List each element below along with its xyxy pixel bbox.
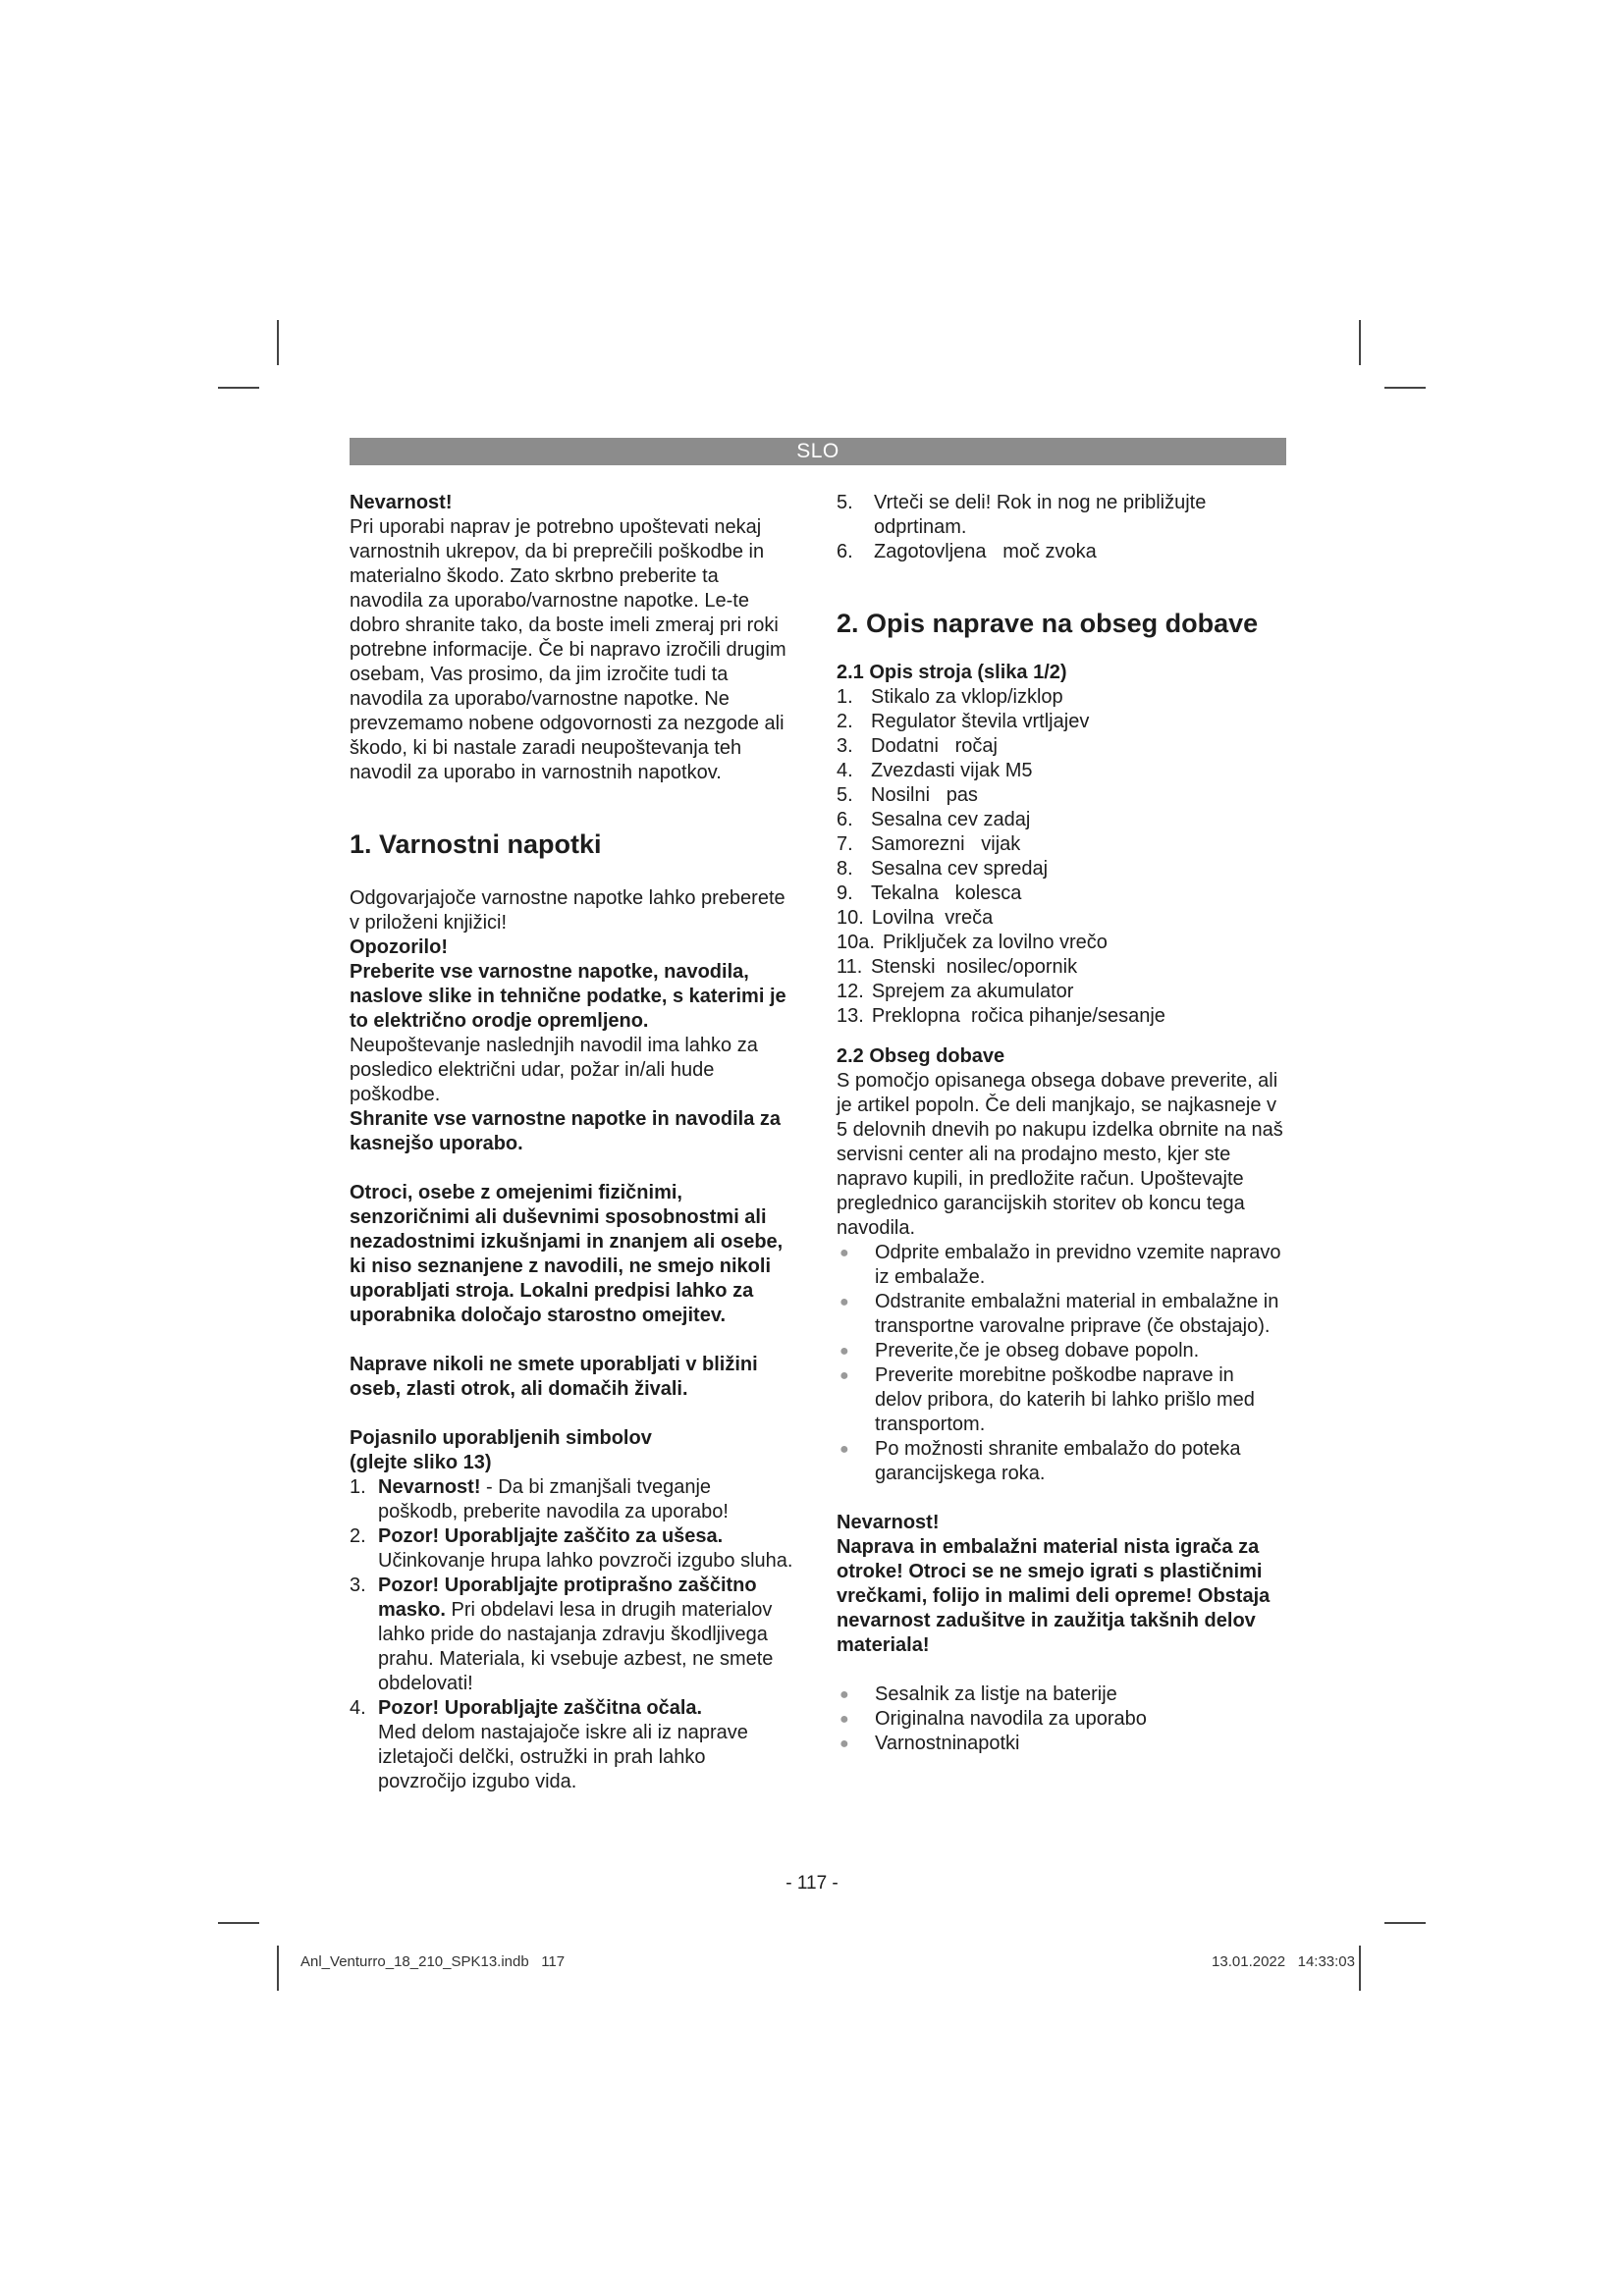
item-text: Po možnosti shranite embalažo do poteka garancijskega roka. <box>875 1438 1241 1484</box>
print-datetime: 13.01.2022 14:33:03 <box>1212 1953 1355 1970</box>
subsection21-title: 2.1 Opis stroja (slika 1/2) <box>837 662 1067 683</box>
item-text: Priključek za lovilno vrečo <box>882 932 1108 953</box>
item-number: 5. <box>837 492 853 513</box>
warning-bold-text: Preberite vse varnostne napotke, navodila, naslove slike in tehnične podatke, s katerimi je to električno orodje opremljeno. <box>350 961 786 1032</box>
list-item <box>837 491 1286 540</box>
list-item <box>837 540 1286 564</box>
bullet-icon: ● <box>839 1711 849 1728</box>
list-item <box>837 1732 1286 1756</box>
section2-title: 2. Opis naprave na obseg dobave <box>837 609 1259 638</box>
crop-mark-bottom-right-horizontal <box>1384 1922 1426 1924</box>
item-number: 9. <box>837 882 853 904</box>
symbols-heading: Pojasnilo uporabljenih simbolov <box>350 1427 652 1449</box>
never-use-near-text: Naprave nikoli ne smete uporabljati v bližini oseb, zlasti otrok, ali domačih živali. <box>350 1354 758 1400</box>
item-text: Sprejem za akumulator <box>871 981 1074 1002</box>
bullet-icon: ● <box>839 1441 849 1458</box>
bullet-icon: ● <box>839 1245 849 1261</box>
bullet-icon: ● <box>839 1735 849 1752</box>
item-text: Preklopna ročica pihanje/sesanje <box>871 1005 1165 1027</box>
bullet-icon: ● <box>839 1294 849 1310</box>
list-item <box>837 1707 1286 1732</box>
danger2-heading: Nevarnost! <box>837 1512 940 1533</box>
list-item <box>837 808 1286 832</box>
symbols-subheading: (glejte sliko 13) <box>350 1452 492 1473</box>
item-text: Sesalna cev spredaj <box>871 858 1049 880</box>
list-item <box>837 832 1286 857</box>
item-bold-text: Nevarnost! <box>378 1476 481 1498</box>
item-text: Dodatni ročaj <box>871 735 998 757</box>
list-item <box>837 1339 1286 1363</box>
list-item <box>837 881 1286 906</box>
item-text: Nosilni pas <box>871 784 978 806</box>
item-number: 10a. <box>837 932 875 953</box>
list-item <box>837 734 1286 759</box>
item-text: Zvezdasti vijak M5 <box>871 760 1033 781</box>
item-text: Odstranite embalažni material in embalažne in transportne varovalne priprave (če obstajajo). <box>875 1291 1279 1337</box>
item-number: 3. <box>837 735 853 757</box>
item-number: 6. <box>837 541 853 562</box>
danger-text: Pri uporabi naprav je potrebno upoštevati nekaj varnostnih ukrepov, da bi preprečili poškodbe in materialno škodo. Zato skrbno preberite ta navodila za uporabo/varnostne napotke. Le-te dobro shranite tako, da boste imeli zmeraj pri roki potrebne informacije. Če bi napravo izročili drugim osebam, Vas prosimo, da jim izročite tudi ta navodila za uporabo/varnostne napotke. Ne prevzemamo nobene odgovornosti za nezgode ali škodo, ki bi nastale zaradi neupoštevanja teh navodil za uporabo in varnostnih napotkov. <box>350 516 786 783</box>
item-text: Odprite embalažo in previdno vzemite napravo iz embalaže. <box>875 1242 1281 1288</box>
item-number: 11. <box>837 956 863 978</box>
unpacking-steps-list <box>837 1241 1286 1486</box>
file-info: Anl_Venturro_18_210_SPK13.indb 117 <box>300 1953 566 1970</box>
item-number: 2. <box>350 1525 366 1547</box>
item-text: - Da bi zmanjšali tveganje poškodb, preberite navodila za uporabo! <box>378 1476 729 1522</box>
crop-mark-top-right-horizontal <box>1384 387 1426 389</box>
item-text: Sesalnik za listje na baterije <box>875 1683 1117 1705</box>
warning-heading: Opozorilo! <box>350 936 448 958</box>
list-item <box>837 1437 1286 1486</box>
item-number: 8. <box>837 858 853 880</box>
item-text: Vrteči se deli! Rok in nog ne približujte odprtinam. <box>874 492 1207 538</box>
delivery-contents-list <box>837 1682 1286 1756</box>
item-number: 10. <box>837 907 864 929</box>
crop-mark-top-right-vertical <box>1359 320 1361 365</box>
bullet-icon: ● <box>839 1367 849 1384</box>
list-item <box>837 1004 1286 1029</box>
item-text: Stikalo za vklop/izklop <box>871 686 1063 708</box>
item-text: Lovilna vreča <box>871 907 994 929</box>
item-text: Preverite,če je obseg dobave popoln. <box>875 1340 1200 1362</box>
section1-title: 1. Varnostni napotki <box>350 829 602 859</box>
item-number: 12. <box>837 981 864 1002</box>
list-item <box>837 955 1286 980</box>
danger2-text: Naprava in embalažni material nista igrača za otroke! Otroci se ne smejo igrati s plastičnimi vrečkami, folijo in malimi deli opreme! Obstaja nevarnost zadušitve in zaužitja takšnih delov materiala! <box>837 1536 1271 1656</box>
right-column <box>837 491 1286 1756</box>
item-text: Sesalna cev zadaj <box>871 809 1031 830</box>
item-text: Originalna navodila za uporabo <box>875 1708 1147 1730</box>
list-item <box>837 710 1286 734</box>
subsection22-title: 2.2 Obseg dobave <box>837 1045 1005 1067</box>
children-warning-text: Otroci, osebe z omejenimi fizičnimi, senzoričnimi ali duševnimi sposobnostmi ali nezadostnimi izkušnjami in znanjem ali osebe, ki niso seznanjene z navodili, ne smejo nikoli uporabljati stroja. Lokalni predpisi lahko za uporabnika določajo starostno omejitev. <box>350 1182 784 1326</box>
list-item <box>837 931 1286 955</box>
item-number: 1. <box>837 686 853 708</box>
list-item <box>350 1524 793 1574</box>
item-bold-text: Pozor! Uporabljajte protiprašno zaščitno masko. <box>378 1575 757 1621</box>
item-bold-text: Pozor! Uporabljajte zaščitna očala. <box>378 1697 703 1719</box>
intro-text: Odgovarjajoče varnostne napotke lahko preberete v priloženi knjižici! <box>350 887 785 934</box>
parts-list <box>837 685 1286 1029</box>
item-text: Samorezni vijak <box>871 833 1021 855</box>
item-text: Zagotovljena moč zvoka <box>874 541 1097 562</box>
page-number: - 117 - <box>785 1873 839 1894</box>
crop-mark-top-left-vertical <box>277 320 279 365</box>
list-item <box>837 980 1286 1004</box>
symbols-list <box>350 1475 793 1794</box>
scope-text: S pomočjo opisanega obsega dobave preverite, ali je artikel popoln. Če deli manjkajo, se najkasneje v 5 delovnih dnevih po nakupu izdelka obrnite na naš servisni center ali na prodajno mesto, kjer ste napravo kupili, in predložite račun. Upoštevajte preglednico garancijskih storitev ob koncu tega navodila. <box>837 1070 1283 1239</box>
item-number: 4. <box>837 760 853 781</box>
item-number: 6. <box>837 809 853 830</box>
item-text: Stenski nosilec/opornik <box>871 956 1078 978</box>
item-text: Pri obdelavi lesa in drugih materialov lahko pride do nastajanja zdravju škodljivega prahu. Materiala, ki vsebuje azbest, ne smete obdelovati! <box>378 1599 774 1694</box>
crop-mark-bottom-left-vertical <box>277 1946 279 1991</box>
item-text: Tekalna kolesca <box>871 882 1022 904</box>
list-item <box>350 1574 793 1696</box>
list-item <box>837 759 1286 783</box>
list-item <box>837 685 1286 710</box>
item-text: Varnostninapotki <box>875 1733 1020 1754</box>
language-header-bar <box>350 438 1286 465</box>
list-item <box>837 1682 1286 1707</box>
list-item <box>837 1363 1286 1437</box>
item-number: 2. <box>837 711 853 732</box>
crop-mark-bottom-right-vertical <box>1359 1946 1361 1991</box>
crop-mark-top-left-horizontal <box>218 387 259 389</box>
list-item <box>837 906 1286 931</box>
item-text: Preverite morebitne poškodbe naprave in delov pribora, do katerih bi lahko prišlo med transportom. <box>875 1364 1255 1435</box>
list-item <box>350 1475 793 1524</box>
danger-heading: Nevarnost! <box>350 492 453 513</box>
item-text: Regulator števila vrtljajev <box>871 711 1090 732</box>
item-number: 4. <box>350 1697 366 1719</box>
item-text: Med delom nastajajoče iskre ali iz naprave izletajoči delčki, ostružki in prah lahko povzročijo izgubo vida. <box>378 1722 748 1792</box>
item-bold-text: Pozor! Uporabljajte zaščito za ušesa. <box>378 1525 724 1547</box>
list-item <box>837 857 1286 881</box>
left-column <box>350 491 793 1794</box>
list-item <box>837 783 1286 808</box>
item-number: 3. <box>350 1575 366 1596</box>
crop-mark-bottom-left-horizontal <box>218 1922 259 1924</box>
item-text: Učinkovanje hrupa lahko povzroči izgubo sluha. <box>378 1550 793 1572</box>
bullet-icon: ● <box>839 1686 849 1703</box>
warning-text: Neupoštevanje naslednjih navodil ima lahko za posledico električni udar, požar in/ali hude poškodbe. <box>350 1035 758 1105</box>
list-item <box>837 1241 1286 1290</box>
bullet-icon: ● <box>839 1343 849 1360</box>
symbols-continued-list <box>837 491 1286 564</box>
item-number: 7. <box>837 833 853 855</box>
list-item <box>350 1696 793 1794</box>
keep-instructions-text: Shranite vse varnostne napotke in navodila za kasnejšo uporabo. <box>350 1108 782 1154</box>
list-item <box>837 1290 1286 1339</box>
item-number: 1. <box>350 1476 366 1498</box>
item-number: 13. <box>837 1005 864 1027</box>
item-number: 5. <box>837 784 853 806</box>
language-label: SLO <box>796 440 839 462</box>
